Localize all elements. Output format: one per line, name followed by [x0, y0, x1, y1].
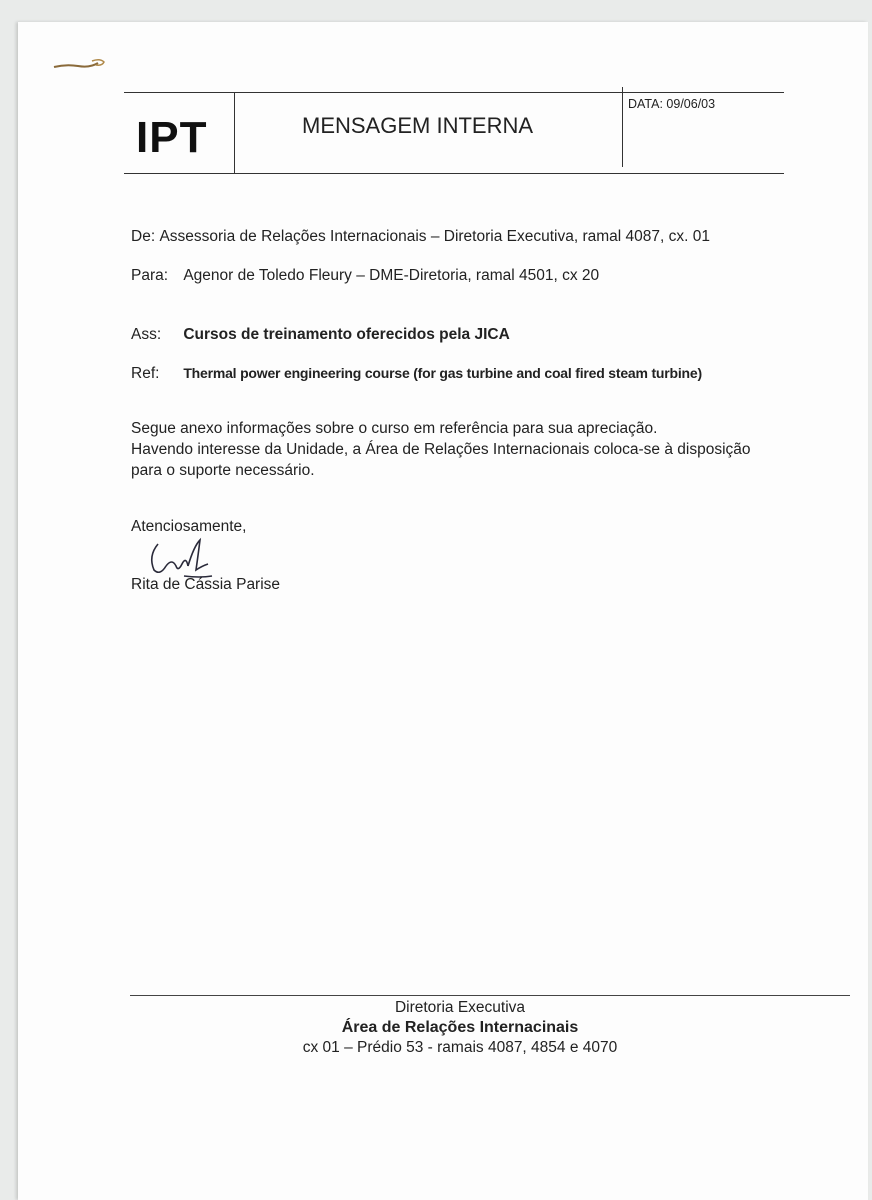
ipt-logo: IPT — [136, 113, 208, 162]
footer-line: cx 01 – Prédio 53 - ramais 4087, 4854 e 4070 — [302, 1039, 618, 1056]
subject-field — [131, 326, 510, 344]
subject-label: Ass: — [131, 326, 162, 343]
header-divider — [234, 93, 235, 173]
reference-value: Thermal power engineering course (for gas turbine and coal fired steam turbine) — [183, 365, 702, 381]
memo-header — [124, 92, 784, 174]
body-line: para o suporte necessário. — [131, 462, 315, 479]
to-label: Para: — [131, 267, 169, 284]
reference-label: Ref: — [131, 365, 160, 382]
from-label: De: — [131, 228, 156, 245]
to-field — [131, 267, 599, 285]
header-divider — [622, 87, 623, 167]
body-line: Havendo interesse da Unidade, a Área de Relações Internacionais coloca-se à disposição — [131, 441, 751, 458]
footer-divider — [130, 995, 850, 996]
memo-date: DATA: 09/06/03 — [628, 97, 716, 111]
body-line: Segue anexo informações sobre o curso em referência para sua apreciação. — [131, 420, 658, 437]
from-field — [131, 228, 710, 246]
memo-body — [131, 418, 821, 481]
staple-mark — [52, 58, 106, 70]
memo-title: MENSAGEM INTERNA — [302, 113, 534, 138]
from-value: Assessoria de Relações Internacionais – Diretoria Executiva, ramal 4087, cx. 01 — [159, 228, 710, 245]
reference-field — [131, 365, 702, 383]
subject-value: Cursos de treinamento oferecidos pela JICA — [183, 326, 510, 343]
footer-department: Área de Relações Internacinais — [341, 1019, 579, 1036]
footer-line: Diretoria Executiva — [394, 999, 526, 1016]
to-value: Agenor de Toledo Fleury – DME-Diretoria, ramal 4501, cx 20 — [183, 267, 600, 284]
signer-name: Rita de Cássia Parise — [131, 576, 281, 593]
salutation: Atenciosamente, — [131, 518, 247, 535]
memo-footer — [160, 998, 760, 1058]
